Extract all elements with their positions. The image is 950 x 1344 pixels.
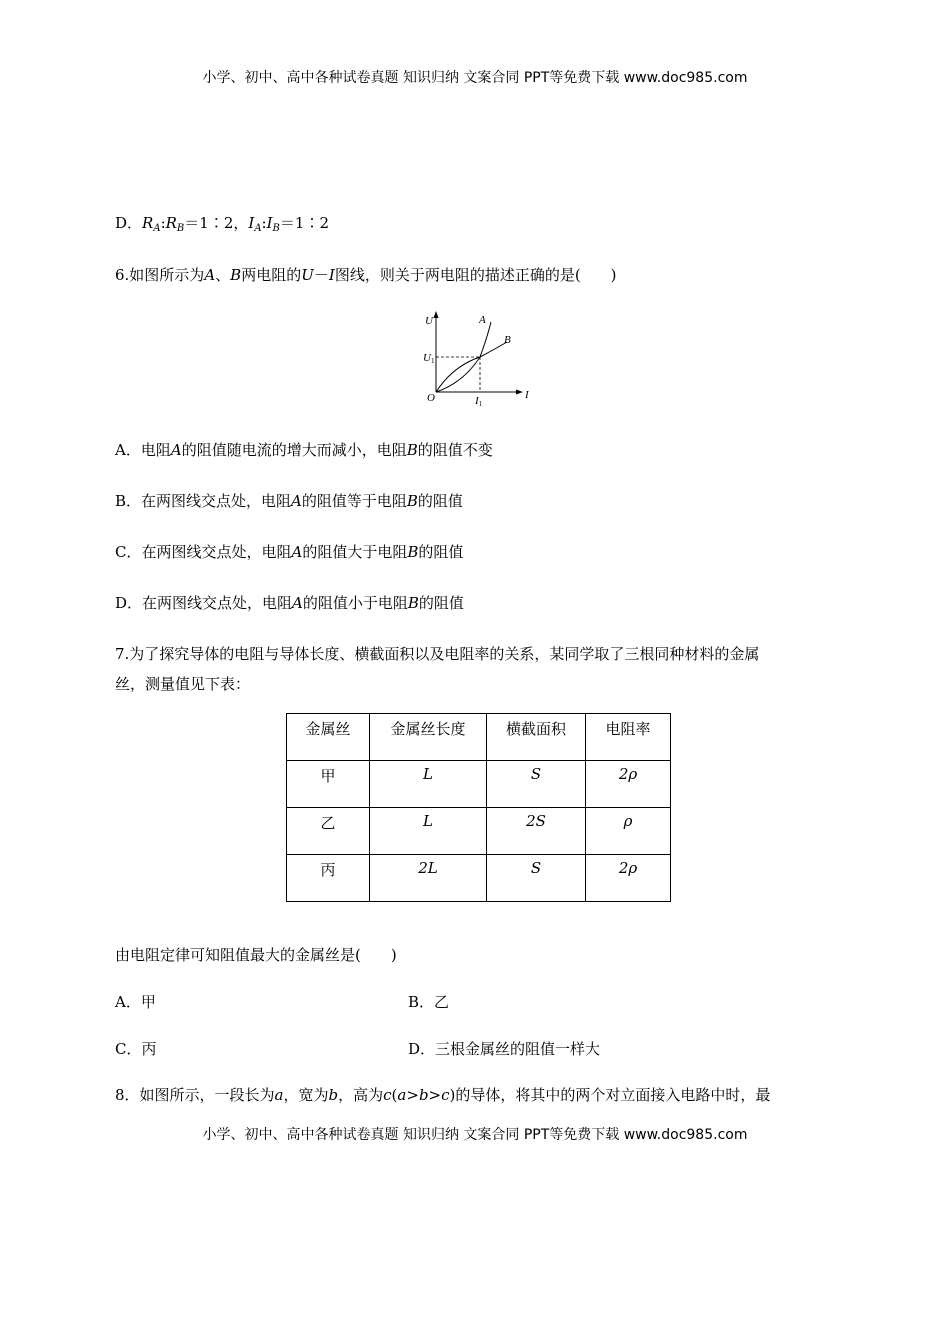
table-cell: 2L bbox=[370, 855, 487, 902]
table-cell: 乙 bbox=[287, 808, 370, 855]
ui-graph-figure bbox=[415, 308, 535, 408]
table-row bbox=[287, 808, 671, 855]
page-footer: 小学、初中、高中各种试卷真题 知识归纳 文案合同 PPT等免费下载 www.doc985.com bbox=[202, 1127, 748, 1143]
q5-option-d: D．$R_A:R_B=1∶2$，$I_A:I_B=1∶2$ bbox=[115, 214, 329, 234]
q6-option-c: C．在两图线交点处，电阻A的阻值大于电阻B的阻值 bbox=[115, 543, 464, 561]
q7-option-d: D．三根金属丝的阻值一样大 bbox=[408, 1040, 601, 1058]
i1-label: I1 bbox=[475, 395, 483, 408]
table-cell: 丙 bbox=[287, 855, 370, 902]
table-header-row bbox=[287, 714, 671, 761]
page-header: 小学、初中、高中各种试卷真题 知识归纳 文案合同 PPT等免费下载 www.doc985.com bbox=[202, 70, 748, 86]
curve-b bbox=[436, 342, 507, 392]
table-cell: 甲 bbox=[287, 761, 370, 808]
table-header: 电阻率 bbox=[586, 714, 671, 761]
table-header: 金属丝长度 bbox=[370, 714, 487, 761]
wire-table bbox=[286, 713, 671, 902]
table-cell: S bbox=[487, 855, 586, 902]
table-cell: L bbox=[370, 761, 487, 808]
i-axis-arrow-icon bbox=[516, 390, 523, 395]
table-row bbox=[287, 855, 671, 902]
table-row bbox=[287, 761, 671, 808]
curve-b-label: B bbox=[504, 334, 511, 346]
table-cell: L bbox=[370, 808, 487, 855]
table-header: 横截面积 bbox=[487, 714, 586, 761]
curve-a-label: A bbox=[479, 314, 486, 326]
table-cell: ρ bbox=[586, 808, 671, 855]
origin-label: O bbox=[427, 392, 435, 404]
q7-option-a: A．甲 bbox=[115, 993, 156, 1011]
table-header: 金属丝 bbox=[287, 714, 370, 761]
q7-option-b: B．乙 bbox=[408, 993, 450, 1011]
table-cell: 2ρ bbox=[586, 855, 671, 902]
q7-option-c: C．丙 bbox=[115, 1040, 157, 1058]
table-cell: 2S bbox=[487, 808, 586, 855]
u1-label: U1 bbox=[423, 352, 435, 365]
q7-question: 由电阻定律可知阻值最大的金属丝是( ) bbox=[115, 946, 397, 964]
u-axis-label: U bbox=[425, 315, 433, 327]
q6-option-b: B．在两图线交点处，电阻A的阻值等于电阻B的阻值 bbox=[115, 492, 463, 510]
u-axis-arrow-icon bbox=[434, 311, 439, 318]
i-axis-label: I bbox=[525, 389, 529, 401]
q6-option-a: A．电阻A的阻值随电流的增大而减小，电阻B的阻值不变 bbox=[115, 441, 493, 459]
table-cell: S bbox=[487, 761, 586, 808]
q8-stem: 8．如图所示，一段长为a，宽为b，高为c(a>b>c)的导体，将其中的两个对立面接入电路中时，最 bbox=[115, 1086, 771, 1104]
q7-stem-line2: 丝，测量值见下表： bbox=[115, 675, 251, 693]
q7-stem-line1: 7.为了探究导体的电阻与导体长度、横截面积以及电阻率的关系，某同学取了三根同种材料的金属 bbox=[115, 645, 760, 663]
q6-stem: 6.如图所示为A、B两电阻的U－I图线，则关于两电阻的描述正确的是( ) bbox=[115, 266, 617, 284]
table-cell: 2ρ bbox=[586, 761, 671, 808]
q6-option-d: D．在两图线交点处，电阻A的阻值小于电阻B的阻值 bbox=[115, 594, 464, 612]
